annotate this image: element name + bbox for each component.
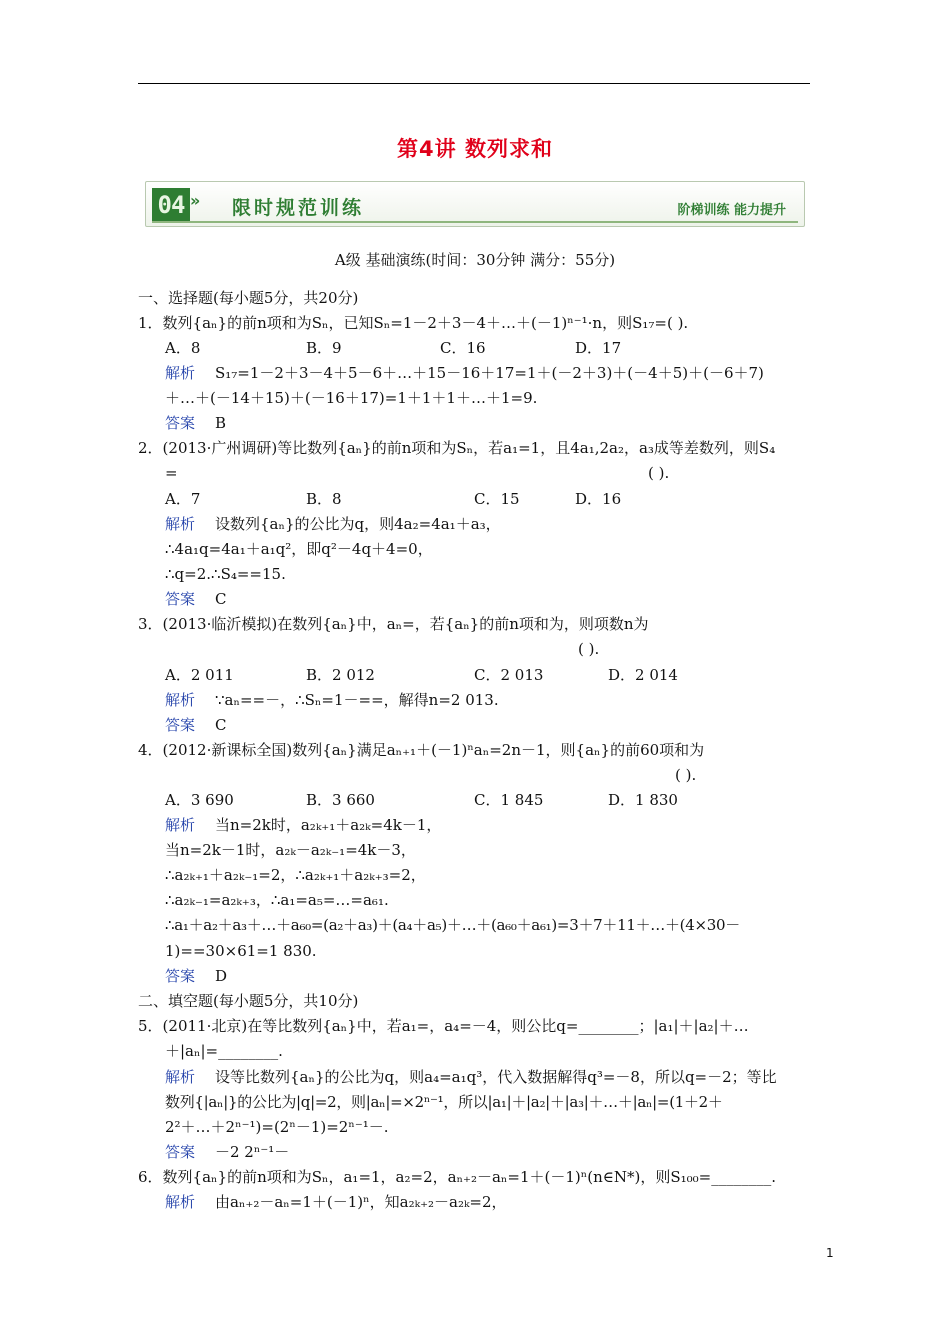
q4-answer-label: 答案 xyxy=(165,967,196,985)
section-banner xyxy=(145,181,805,227)
q4-analysis-label: 解析 xyxy=(165,816,196,834)
q1-analysis-label: 解析 xyxy=(165,364,196,382)
question-5-stem: 5．(2011·北京)在等比数列{aₙ}中，若a₁=，a₄=－4，则公比q=________；|a₁|＋|a₂|＋… xyxy=(138,1017,749,1035)
q2-option-a: A．7 xyxy=(165,490,201,508)
q4-analysis-line-5: ∴a₁＋a₂＋a₃＋…＋a₆₀=(a₂＋a₃)＋(a₄＋a₅)＋…＋(a₆₀＋a₆₁)=3＋7＋11＋…＋(4×30－ xyxy=(165,916,740,934)
q5-analysis-label: 解析 xyxy=(165,1068,196,1086)
q4-analysis-line-6: 1)==30×61=1 830. xyxy=(165,942,317,960)
page-title: 第4讲 数列求和 xyxy=(397,137,553,161)
question-1-stem: 1．数列{aₙ}的前n项和为Sₙ，已知Sₙ=1－2＋3－4＋…＋(－1)ⁿ⁻¹·n，则S₁₇=( ). xyxy=(138,314,689,332)
q4-option-c: C．1 845 xyxy=(474,791,544,809)
q2-answer-label: 答案 xyxy=(165,590,196,608)
header-rule xyxy=(138,83,810,84)
q4-analysis-line-4: ∴a₂ₖ₋₁=a₂ₖ₊₃，∴a₁=a₅=…=a₆₁. xyxy=(165,891,389,909)
q2-analysis-line-3: ∴q=2.∴S₄==15. xyxy=(165,565,286,583)
q1-option-a: A．8 xyxy=(165,339,201,357)
q3-answer-label: 答案 xyxy=(165,716,196,734)
question-2-stem-cont: = xyxy=(165,464,178,482)
page-number: 1 xyxy=(826,1246,834,1260)
q4-option-d: D．1 830 xyxy=(608,791,678,809)
section-heading-choice: 一、选择题(每小题5分，共20分) xyxy=(138,289,359,307)
question-3-stem: 3．(2013·临沂模拟)在数列{aₙ}中，aₙ=，若{aₙ}的前n项和为，则项数n为 xyxy=(138,615,649,633)
q2-answer-bracket: ( ). xyxy=(648,464,670,482)
q3-answer-bracket: ( ). xyxy=(578,640,600,658)
q2-analysis-line-1: 设数列{aₙ}的公比为q，则4a₂=4a₁＋a₃， xyxy=(215,515,501,533)
level-info: A级 基础演练(时间：30分钟 满分：55分) xyxy=(334,251,616,269)
q2-analysis-line-2: ∴4a₁q=4a₁＋a₁q²，即q²－4q＋4=0， xyxy=(165,540,433,558)
q4-analysis-line-3: ∴a₂ₖ₊₁＋a₂ₖ₋₁=2，∴a₂ₖ₊₁＋a₂ₖ₊₃=2， xyxy=(165,866,426,884)
q6-analysis-label: 解析 xyxy=(165,1193,196,1211)
q3-option-a: A．2 011 xyxy=(165,666,234,684)
q1-answer-label: 答案 xyxy=(165,414,196,432)
q5-analysis-line-1: 设等比数列{aₙ}的公比为q，则a₄=a₁q³，代入数据解得q³=－8，所以q=－2；等比 xyxy=(215,1068,777,1086)
double-chevron-icon: » xyxy=(190,191,201,210)
q5-analysis-line-2: 数列{|aₙ|}的公比为|q|=2，则|aₙ|=×2ⁿ⁻¹，所以|a₁|＋|a₂|＋|a₃|＋…＋|aₙ|=(1＋2＋ xyxy=(165,1093,723,1111)
q5-analysis-line-3: 2²＋…＋2ⁿ⁻¹)=(2ⁿ－1)=2ⁿ⁻¹－. xyxy=(165,1118,389,1136)
q1-answer: B xyxy=(215,414,227,432)
question-2-stem: 2．(2013·广州调研)等比数列{aₙ}的前n项和为Sₙ，若a₁=1，且4a₁,2a₂，a₃成等差数列，则S₄ xyxy=(138,439,776,457)
q2-option-d: D．16 xyxy=(575,490,622,508)
question-6-stem: 6．数列{aₙ}的前n项和为Sₙ，a₁=1，a₂=2，aₙ₊₂－aₙ=1＋(－1)ⁿ(n∈N*)，则S₁₀₀=________. xyxy=(138,1168,777,1186)
banner-title: 限时规范训练 xyxy=(232,197,365,219)
q3-option-d: D．2 014 xyxy=(608,666,678,684)
q2-analysis-label: 解析 xyxy=(165,515,196,533)
q1-option-b: B．9 xyxy=(306,339,342,357)
q3-answer: C xyxy=(215,716,227,734)
q5-answer: －2 2ⁿ⁻¹－ xyxy=(215,1143,290,1161)
q4-answer: D xyxy=(215,967,228,985)
q3-option-c: C．2 013 xyxy=(474,666,544,684)
section-heading-fill: 二、填空题(每小题5分，共10分) xyxy=(138,992,359,1010)
q3-analysis-label: 解析 xyxy=(165,691,196,709)
q2-answer: C xyxy=(215,590,227,608)
q5-answer-label: 答案 xyxy=(165,1143,196,1161)
q4-option-b: B．3 660 xyxy=(306,791,375,809)
q3-analysis-line-1: ∵aₙ==－，∴Sₙ=1－==，解得n=2 013. xyxy=(215,691,499,709)
q1-analysis-line-2: ＋…＋(－14＋15)＋(－16＋17)=1＋1＋1＋…＋1=9. xyxy=(165,389,538,407)
q4-analysis-line-1: 当n=2k时，a₂ₖ₊₁＋a₂ₖ=4k－1， xyxy=(215,816,442,834)
q4-answer-bracket: ( ). xyxy=(675,766,697,784)
q6-analysis-line-1: 由aₙ₊₂－aₙ=1＋(－1)ⁿ，知a₂ₖ₊₂－a₂ₖ=2， xyxy=(215,1193,507,1211)
q2-option-b: B．8 xyxy=(306,490,342,508)
q4-option-a: A．3 690 xyxy=(165,791,234,809)
banner-tagline: 阶梯训练 能力提升 xyxy=(677,203,786,218)
q4-analysis-line-2: 当n=2k－1时，a₂ₖ－a₂ₖ₋₁=4k－3， xyxy=(165,841,416,859)
banner-number: 04 xyxy=(152,188,190,222)
q2-option-c: C．15 xyxy=(474,490,520,508)
question-4-stem: 4．(2012·新课标全国)数列{aₙ}满足aₙ₊₁＋(－1)ⁿaₙ=2n－1，则{aₙ}的前60项和为 xyxy=(138,741,705,759)
banner-underline xyxy=(152,221,798,223)
question-5-stem-cont: ＋|aₙ|=________. xyxy=(165,1042,283,1060)
q3-option-b: B．2 012 xyxy=(306,666,375,684)
q1-option-d: D．17 xyxy=(575,339,622,357)
q1-option-c: C．16 xyxy=(440,339,486,357)
q1-analysis-line-1: S₁₇=1－2＋3－4＋5－6＋…＋15－16＋17=1＋(－2＋3)＋(－4＋5)＋(－6＋7) xyxy=(215,364,764,382)
